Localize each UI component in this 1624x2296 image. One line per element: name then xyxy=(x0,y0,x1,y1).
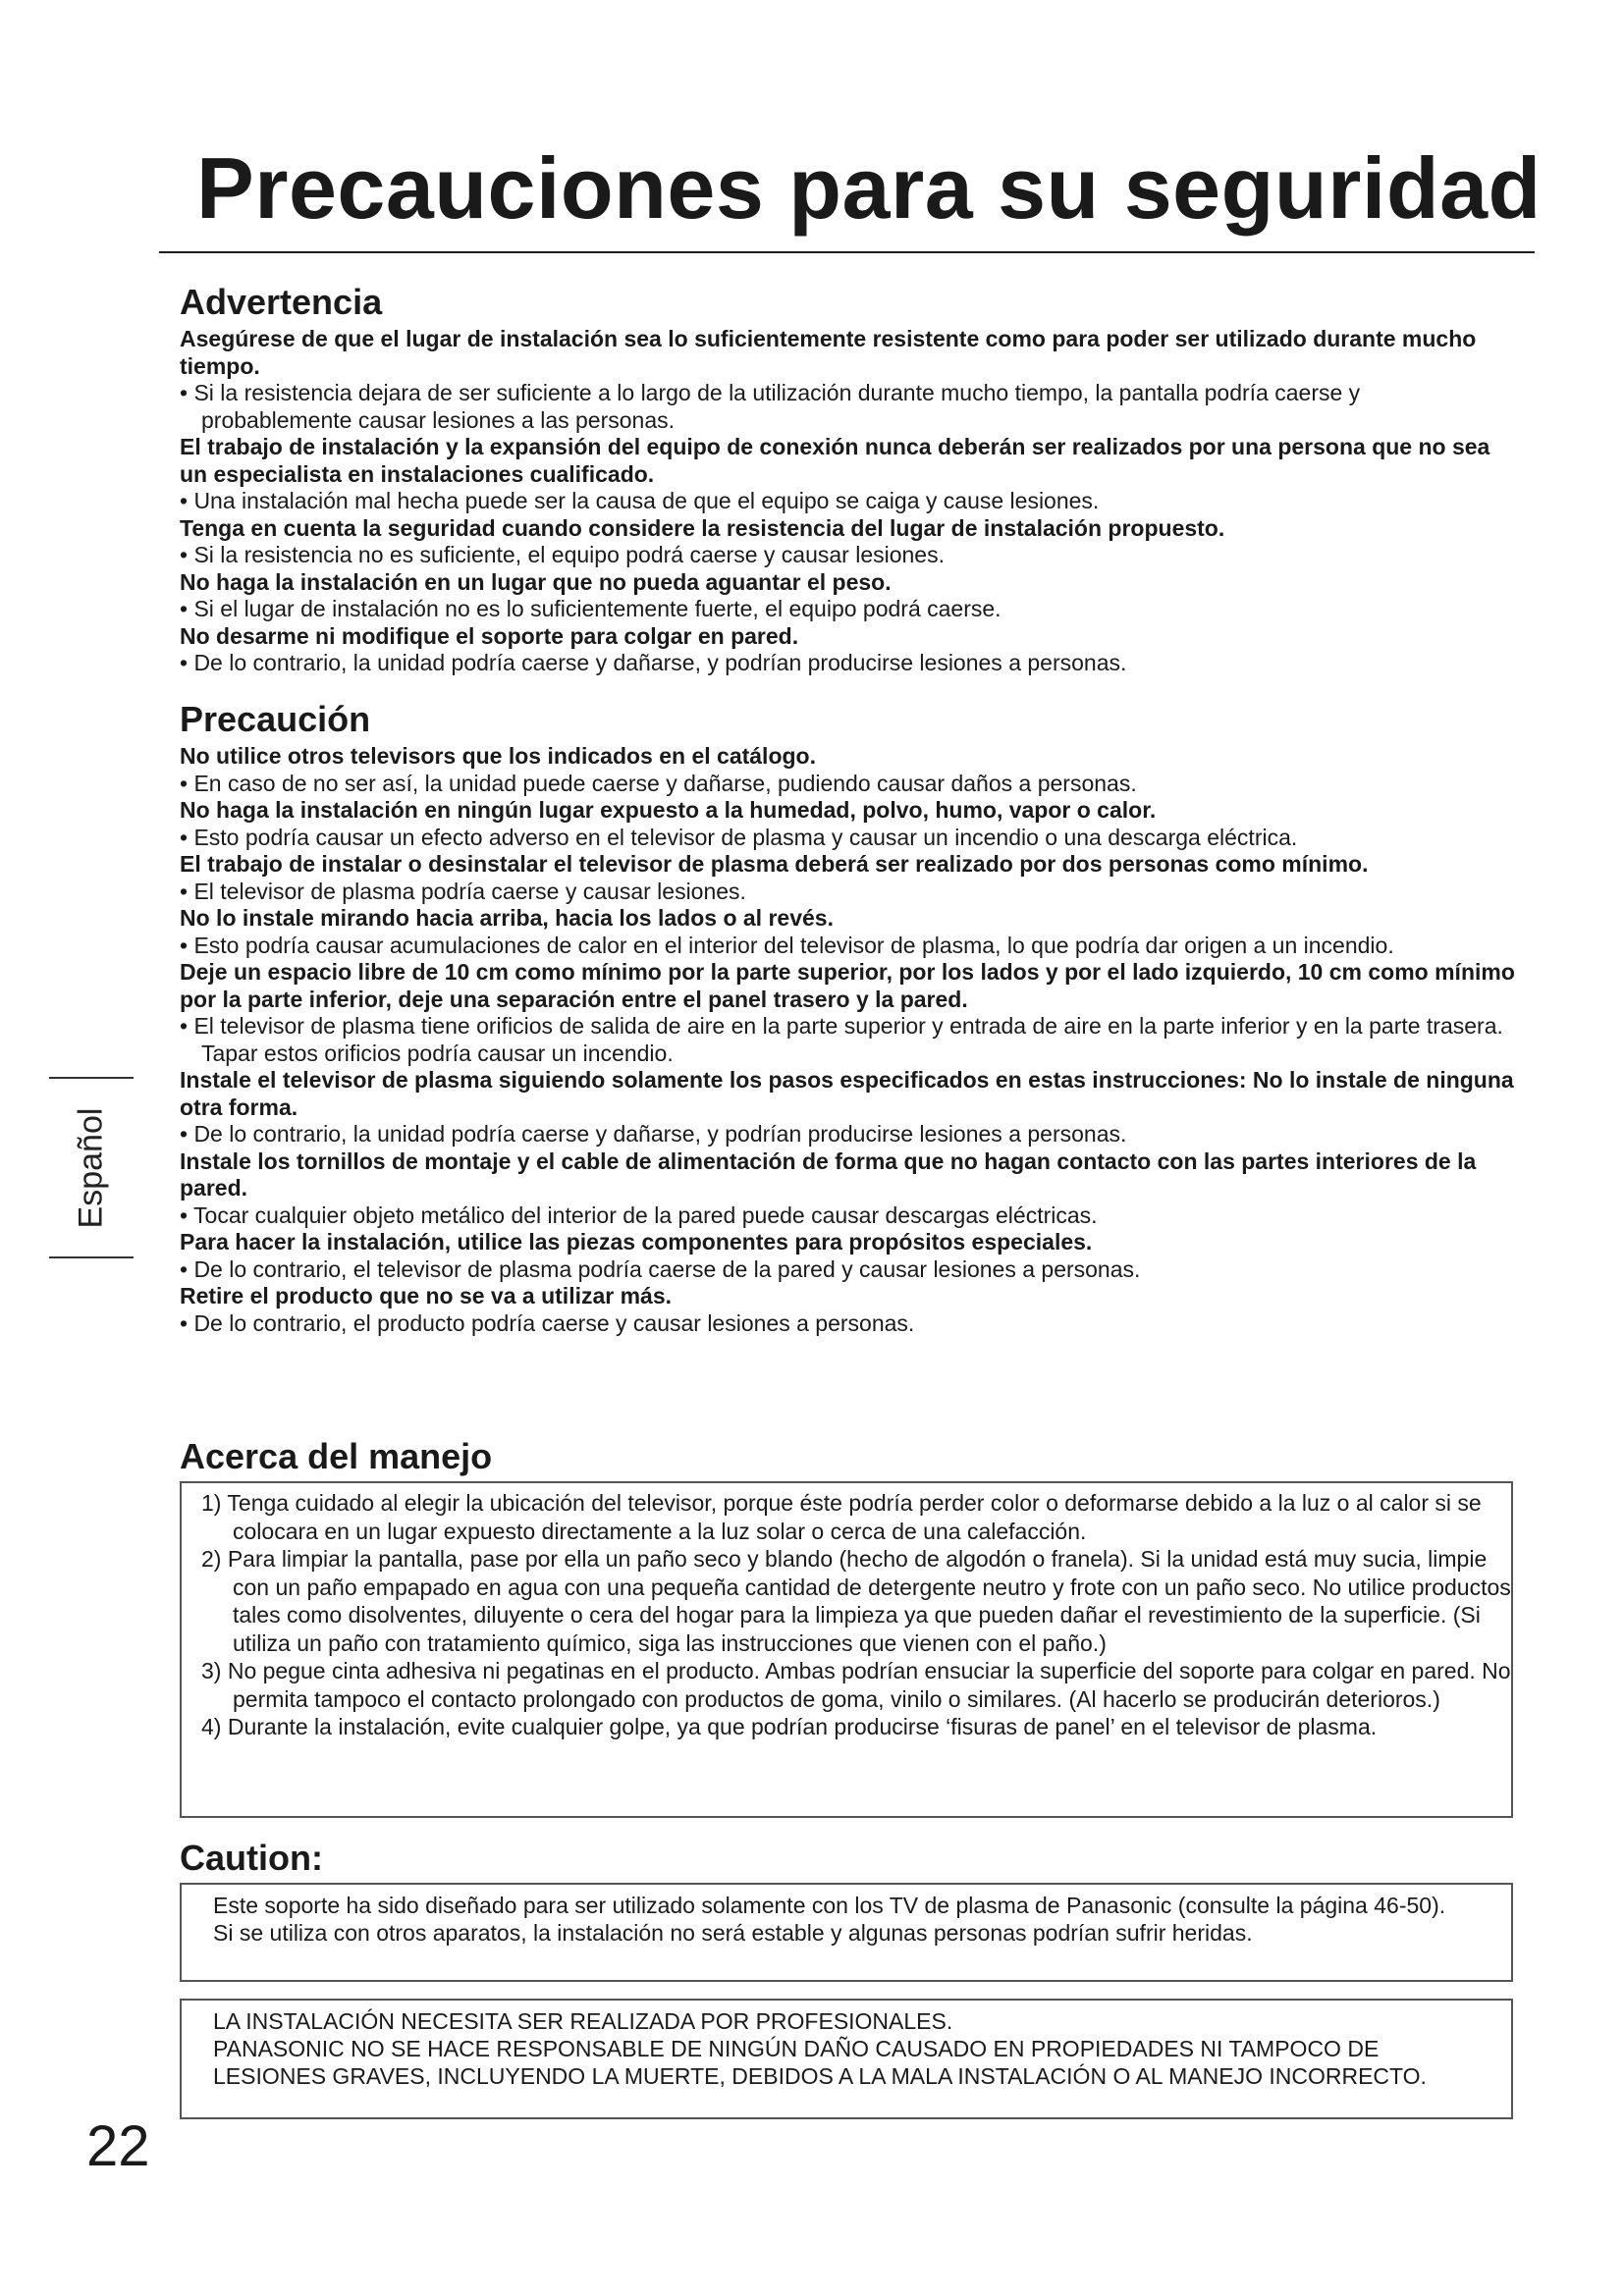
page-title: Precauciones para su seguridad xyxy=(196,139,1542,237)
caution-heading: Precaución xyxy=(180,699,371,739)
notice-line: LA INSTALACIÓN NECESITA SER REALIZADA POR PROFESIONALES. xyxy=(213,2008,953,2034)
warning-heading: Advertencia xyxy=(180,282,383,322)
item-heading: Asegúrese de que el lugar de instalación sea lo suficientemente resistente como para poder ser utilizado durante mucho tiempo. xyxy=(180,326,1477,379)
handling-item: 1) Tenga cuidado al elegir la ubicación del televisor, porque éste podría perder color o deformarse debido a la luz o al calor si se colocara en un lugar expuesto directamente a la luz solar o cerca de una calefacción. xyxy=(201,1490,1482,1544)
item-heading: Instale el televisor de plasma siguiendo solamente los pasos especificados en estas instrucciones: No lo instale de ninguna otra forma. xyxy=(180,1067,1514,1120)
item-heading: No lo instale mirando hacia arriba, hacia los lados o al revés. xyxy=(180,905,834,931)
item-heading: No haga la instalación en ningún lugar expuesto a la humedad, polvo, humo, vapor o calor. xyxy=(180,797,1157,823)
item-note: • Si el lugar de instalación no es lo suficientemente fuerte, el equipo podrá caerse. xyxy=(180,596,1001,621)
page-number: 22 xyxy=(86,2114,150,2178)
item-heading: No desarme ni modifique el soporte para colgar en pared. xyxy=(180,622,799,649)
caution-line: Si se utiliza con otros aparatos, la instalación no será estable y algunas personas podrían sufrir heridas. xyxy=(213,1920,1253,1946)
item-heading: Retire el producto que no se va a utilizar más. xyxy=(180,1283,673,1308)
installation-notice-box xyxy=(180,1999,1513,2119)
handling-box xyxy=(180,1481,1513,1818)
item-heading: No utilice otros televisors que los indicados en el catálogo. xyxy=(180,743,816,769)
item-note: • Esto podría causar un efecto adverso en el televisor de plasma y causar un incendio o una descarga eléctrica. xyxy=(180,824,1298,850)
warning-section xyxy=(180,282,1515,677)
caution-box xyxy=(180,1883,1513,1982)
language-tab-label: Español xyxy=(72,1107,110,1228)
handling-item: 3) No pegue cinta adhesiva ni pegatinas en el producto. Ambas podrían ensuciar la superficie del soporte para colgar en pared. No permita tampoco el contacto prolongado con productos de goma, vinilo o similares. (Al hacerlo se producirán deterioros.) xyxy=(201,1658,1511,1712)
title-divider xyxy=(159,251,1535,253)
item-note: • Tocar cualquier objeto metálico del interior de la pared puede causar descargas eléctricas. xyxy=(180,1201,1098,1228)
item-heading: Tenga en cuenta la seguridad cuando considere la resistencia del lugar de instalación propuesto. xyxy=(180,514,1225,541)
item-heading: Deje un espacio libre de 10 cm como mínimo por la parte superior, por los lados y por el lado izquierdo, 10 cm como mínimo por la parte inferior, deje una separación entre el panel trasero y la pared. xyxy=(180,959,1515,1012)
item-note: • El televisor de plasma tiene orificios de salida de aire en la parte superior y entrada de aire en la parte inferior y en la parte trasera. Tapar estos orificios podría causar un incendio. xyxy=(180,1013,1503,1066)
item-note: • De lo contrario, la unidad podría caerse y dañarse, y podrían producirse lesiones a personas. xyxy=(180,1121,1127,1147)
caution-section xyxy=(180,699,1515,1337)
notice-line: PANASONIC NO SE HACE RESPONSABLE DE NINGÚN DAÑO CAUSADO EN PROPIEDADES NI TAMPOCO DE LESIONES GRAVES, INCLUYENDO LA MUERTE, DEBIDOS A LA MALA INSTALACIÓN O AL MANEJO INCORRECTO. xyxy=(213,2036,1427,2089)
language-tab xyxy=(49,1077,134,1258)
item-note: • De lo contrario, el producto podría caerse y causar lesiones a personas. xyxy=(180,1309,915,1336)
item-note: • El televisor de plasma podría caerse y causar lesiones. xyxy=(180,878,746,904)
item-note: • Si la resistencia no es suficiente, el equipo podrá caerse y causar lesiones. xyxy=(180,542,945,567)
item-note: • Esto podría causar acumulaciones de calor en el interior del televisor de plasma, lo que podría dar origen a un incendio. xyxy=(180,932,1394,958)
item-heading: El trabajo de instalación y la expansión del equipo de conexión nunca deberán ser realizados por una persona que no sea un especialista en instalaciones cualificado. xyxy=(180,434,1490,487)
caution-line: Este soporte ha sido diseñado para ser utilizado solamente con los TV de plasma de Panasonic (consulte la página 46-50). xyxy=(213,1893,1446,1918)
item-heading: El trabajo de instalar o desinstalar el televisor de plasma deberá ser realizado por dos personas como mínimo. xyxy=(180,851,1369,877)
item-note: • Si la resistencia dejara de ser suficiente a lo largo de la utilización durante mucho tiempo, la pantalla podría caerse y probablemente causar lesiones a las personas. xyxy=(180,380,1361,433)
item-heading: No haga la instalación en un lugar que no pueda aguantar el peso. xyxy=(180,568,892,595)
handling-item: 2) Para limpiar la pantalla, pase por ella un paño seco y blando (hecho de algodón o franela). Si la unidad está muy sucia, limpie con un paño empapado en agua con una pequeña cantidad de detergente neutro y frote con un paño seco. No utilice productos tales como disolventes, diluyente o cera del hogar para la limpieza ya que pueden dañar el revestimiento de la superficie. (Si utiliza un paño con tratamiento químico, siga las instrucciones que vienen con el paño.) xyxy=(201,1546,1511,1656)
item-note: • De lo contrario, el televisor de plasma podría caerse de la pared y causar lesiones a personas. xyxy=(180,1255,1141,1282)
item-note: • De lo contrario, la unidad podría caerse y dañarse, y podrían producirse lesiones a personas. xyxy=(180,650,1127,675)
warning-list xyxy=(180,326,1515,677)
item-note: • Una instalación mal hecha puede ser la causa de que el equipo se caiga y cause lesiones. xyxy=(180,488,1100,513)
item-heading: Para hacer la instalación, utilice las piezas componentes para propósitos especiales. xyxy=(180,1229,1093,1255)
handling-item: 4) Durante la instalación, evite cualquier golpe, ya que podrían producirse ‘fisuras de panel’ en el televisor de plasma. xyxy=(201,1714,1378,1739)
item-note: • En caso de no ser así, la unidad puede caerse y dañarse, pudiendo causar daños a personas. xyxy=(180,770,1137,796)
caution-box-heading: Caution: xyxy=(180,1838,323,1878)
handling-list xyxy=(182,1483,1511,1741)
caution-list xyxy=(180,743,1515,1337)
handling-heading: Acerca del manejo xyxy=(180,1436,493,1476)
item-heading: Instale los tornillos de montaje y el cable de alimentación de forma que no hagan contacto con las partes interiores de la pared. xyxy=(180,1148,1477,1201)
